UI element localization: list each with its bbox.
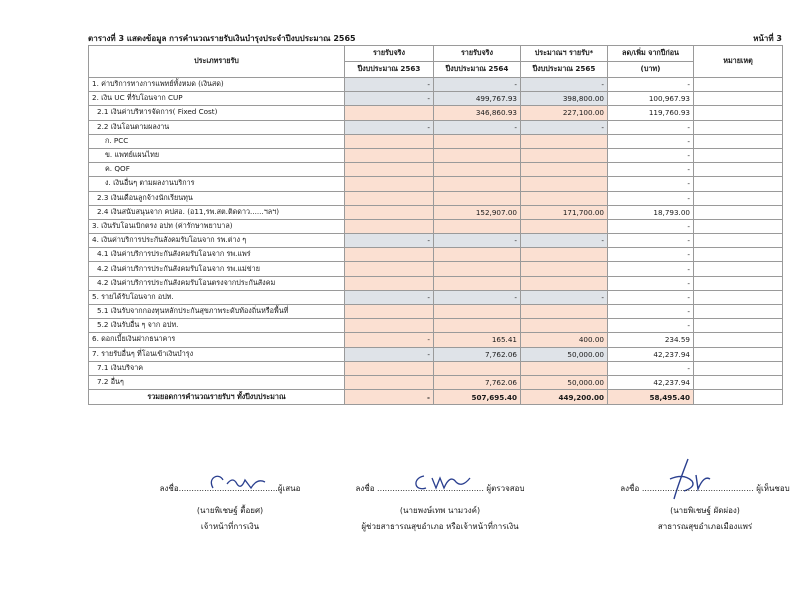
cell-2564: [434, 191, 521, 205]
cell-note: [694, 248, 783, 262]
cell-2564: -: [434, 78, 521, 92]
signer-name: (นายพิเชษฐ์ ผัดผ่อง): [670, 506, 740, 515]
cell-2565: -: [521, 78, 608, 92]
cell-2563: [345, 148, 434, 162]
cell-diff: -: [608, 319, 694, 333]
table-row: [89, 262, 783, 276]
cell-2565: [521, 305, 608, 319]
cell-2565: [521, 148, 608, 162]
cell-diff: 119,760.93: [608, 106, 694, 120]
cell-note: [694, 92, 783, 106]
cell-2565: [521, 276, 608, 290]
cell-2564: -: [434, 290, 521, 304]
row-label: 2.1 เงินค่าบริหารจัดการ( Fixed Cost): [89, 106, 345, 120]
row-label: 2. เงิน UC ที่รับโอนจาก CUP: [89, 92, 345, 106]
col-header-type: ประเภทรายรับ: [89, 46, 345, 78]
cell-2565: 50,000.00: [521, 347, 608, 361]
table-row: [89, 163, 783, 177]
table-body: [89, 78, 783, 405]
cell-2563: [345, 248, 434, 262]
cell-2564: [434, 177, 521, 191]
cell-note: [694, 120, 783, 134]
col-header-2565-line2: ปีงบประมาณ 2565: [521, 62, 608, 78]
cell-2563: -: [345, 333, 434, 347]
cell-2563: [345, 163, 434, 177]
table-row: [89, 134, 783, 148]
cell-2565: [521, 219, 608, 233]
cell-note: [694, 134, 783, 148]
table-row: [89, 347, 783, 361]
row-label: 4.1 เงินค่าบริการประกันสังคมรับโอนจาก รพ.แพร่: [89, 248, 345, 262]
cell-2563: [345, 219, 434, 233]
col-header-2563-line2: ปีงบประมาณ 2563: [345, 62, 434, 78]
cell-2563: [345, 205, 434, 219]
signature-line: ลงชื่อ.......................................ผู้เสนอ: [159, 484, 301, 493]
table-row: [89, 191, 783, 205]
cell-2564: 7,762.06: [434, 375, 521, 389]
cell-diff: 18,793.00: [608, 205, 694, 219]
table-row: [89, 106, 783, 120]
cell-note: [694, 106, 783, 120]
cell-2564: [434, 319, 521, 333]
row-label: 7.2 อื่นๆ: [89, 375, 345, 389]
cell-2564: [434, 219, 521, 233]
total-diff: 58,495.40: [608, 390, 694, 405]
table-row: [89, 120, 783, 134]
cell-2563: [345, 134, 434, 148]
signature-line: ลงชื่อ ............................................ ผู้เห็นชอบ: [620, 484, 790, 493]
signer-name: (นายพงษ์เทพ นามวงค์): [399, 506, 481, 515]
cell-diff: -: [608, 134, 694, 148]
row-label: 7. รายรับอื่นๆ ที่โอนเข้าเงินบำรุง: [89, 347, 345, 361]
table-row: [89, 361, 783, 375]
cell-2564: 499,767.93: [434, 92, 521, 106]
table-row: [89, 276, 783, 290]
cell-2565: -: [521, 120, 608, 134]
row-label: 4. เงินค่าบริการประกันสังคมรับโอนจาก รพ.ต่าง ๆ: [89, 234, 345, 248]
table-row: [89, 305, 783, 319]
table-header: [89, 46, 783, 78]
row-label: 5. รายได้รับโอนจาก อปท.: [89, 290, 345, 304]
cell-2565: [521, 319, 608, 333]
row-label: 6. ดอกเบี้ยเงินฝากธนาคาร: [89, 333, 345, 347]
table-title: ตารางที่ 3 แสดงข้อมูล การคำนวณรายรับเงินบำรุงประจำปีงบประมาณ 2565: [88, 34, 356, 43]
cell-2563: [345, 276, 434, 290]
table-row: [89, 333, 783, 347]
cell-note: [694, 219, 783, 233]
cell-note: [694, 205, 783, 219]
cell-2565: [521, 248, 608, 262]
cell-2564: [434, 305, 521, 319]
cell-2564: -: [434, 120, 521, 134]
cell-note: [694, 290, 783, 304]
table-row: [89, 234, 783, 248]
cell-2563: [345, 191, 434, 205]
cell-2565: [521, 163, 608, 177]
table-row: [89, 219, 783, 233]
cell-2563: -: [345, 234, 434, 248]
cell-2564: [434, 134, 521, 148]
col-header-2563-line1: รายรับจริง: [345, 46, 434, 62]
table-row: [89, 290, 783, 304]
cell-note: [694, 191, 783, 205]
cell-diff: -: [608, 78, 694, 92]
page-number: หน้าที่ 3: [753, 34, 782, 43]
table-row: [89, 92, 783, 106]
cell-diff: -: [608, 234, 694, 248]
cell-2565: 227,100.00: [521, 106, 608, 120]
cell-note: [694, 177, 783, 191]
cell-diff: -: [608, 120, 694, 134]
cell-2564: 7,762.06: [434, 347, 521, 361]
row-label: 5.2 เงินรับอื่น ๆ จาก อปท.: [89, 319, 345, 333]
row-label: 1. ค่าบริการทางการแพทย์ทั้งหมด (เงินสด): [89, 78, 345, 92]
cell-diff: -: [608, 148, 694, 162]
cell-2564: [434, 248, 521, 262]
signature-block-approver: [610, 482, 800, 533]
cell-2565: -: [521, 234, 608, 248]
cell-note: [694, 148, 783, 162]
cell-note: [694, 375, 783, 389]
row-label: 4.2 เงินค่าบริการประกันสังคมรับโอนจาก รพ.แม่ข่าย: [89, 262, 345, 276]
cell-note: [694, 163, 783, 177]
total-2563: -: [345, 390, 434, 405]
cell-2565: [521, 134, 608, 148]
cell-2565: [521, 177, 608, 191]
cell-2563: [345, 375, 434, 389]
cell-note: [694, 262, 783, 276]
cell-2565: 50,000.00: [521, 375, 608, 389]
cell-note: [694, 276, 783, 290]
signer-name: (นายพิเชษฐ์ ตื้อยศ): [196, 506, 264, 515]
col-header-diff-line2: (บาท): [608, 62, 694, 78]
row-label: 2.4 เงินสนับสนุนจาก คปสอ. (อ11,รพ.สต.ติดดาว......ฯลฯ): [89, 205, 345, 219]
row-label: ง. เงินอื่นๆ ตามผลงานบริการ: [89, 177, 345, 191]
cell-2565: [521, 262, 608, 276]
table-row: [89, 319, 783, 333]
income-table: [88, 45, 783, 405]
cell-diff: -: [608, 305, 694, 319]
cell-diff: -: [608, 361, 694, 375]
cell-2564: 165.41: [434, 333, 521, 347]
row-label: ก. PCC: [89, 134, 345, 148]
cell-note: [694, 234, 783, 248]
cell-diff: -: [608, 262, 694, 276]
row-label: 2.2 เงินโอนตามผลงาน: [89, 120, 345, 134]
cell-2563: -: [345, 92, 434, 106]
total-note: [694, 390, 783, 405]
signer-position: สาธารณสุขอำเภอเมืองแพร่: [657, 522, 753, 531]
col-header-2564-line2: ปีงบประมาณ 2564: [434, 62, 521, 78]
row-label: 5.1 เงินรับจากกองทุนหลักประกันสุขภาพระดับท้องถิ่นหรือพื้นที่: [89, 305, 345, 319]
cell-diff: -: [608, 219, 694, 233]
table-row: [89, 78, 783, 92]
cell-note: [694, 361, 783, 375]
table-row: [89, 177, 783, 191]
cell-2564: 152,907.00: [434, 205, 521, 219]
page-header: [88, 32, 782, 44]
cell-diff: 42,237.94: [608, 347, 694, 361]
cell-2565: [521, 361, 608, 375]
total-label: รวมยอดการคำนวณรายรับฯ ทั้งปีงบประมาณ: [89, 390, 345, 405]
col-header-2564-line1: รายรับจริง: [434, 46, 521, 62]
table-row: [89, 375, 783, 389]
cell-diff: 100,967.93: [608, 92, 694, 106]
cell-2563: -: [345, 78, 434, 92]
cell-diff: -: [608, 248, 694, 262]
col-header-diff-line1: ลด/เพิ่ม จากปีก่อน: [608, 46, 694, 62]
cell-2565: [521, 191, 608, 205]
cell-note: [694, 347, 783, 361]
cell-2564: [434, 361, 521, 375]
cell-note: [694, 333, 783, 347]
cell-2563: [345, 361, 434, 375]
cell-note: [694, 78, 783, 92]
total-row: [89, 390, 783, 405]
cell-2565: -: [521, 290, 608, 304]
cell-diff: -: [608, 191, 694, 205]
signer-position: เจ้าหน้าที่การเงิน: [200, 522, 260, 531]
col-header-2565-line1: ประมาณฯ รายรับ*: [521, 46, 608, 62]
cell-note: [694, 319, 783, 333]
cell-2563: [345, 106, 434, 120]
cell-2564: [434, 262, 521, 276]
table-row: [89, 248, 783, 262]
row-label: 2.3 เงินเดือนลูกจ้างนักเรียนทุน: [89, 191, 345, 205]
total-2564: 507,695.40: [434, 390, 521, 405]
row-label: 4.2 เงินค่าบริการประกันสังคมรับโอนตรงจากประกันสังคม: [89, 276, 345, 290]
row-label: ค. QOF: [89, 163, 345, 177]
signature-block-proposer: [150, 482, 310, 533]
cell-2565: 171,700.00: [521, 205, 608, 219]
cell-2563: [345, 319, 434, 333]
cell-2564: -: [434, 234, 521, 248]
cell-diff: -: [608, 163, 694, 177]
cell-2563: -: [345, 290, 434, 304]
cell-2563: [345, 262, 434, 276]
cell-diff: 234.59: [608, 333, 694, 347]
cell-diff: 42,237.94: [608, 375, 694, 389]
cell-2564: [434, 148, 521, 162]
cell-diff: -: [608, 276, 694, 290]
row-label: ข. แพทย์แผนไทย: [89, 148, 345, 162]
signature-block-reviewer: [340, 482, 540, 533]
table-row: [89, 148, 783, 162]
cell-2563: [345, 177, 434, 191]
table-row: [89, 205, 783, 219]
cell-2565: 398,800.00: [521, 92, 608, 106]
signature-line: ลงชื่อ .......................................... ผู้ตรวจสอบ: [355, 484, 525, 493]
col-header-note: หมายเหตุ: [694, 46, 783, 78]
cell-2564: 346,860.93: [434, 106, 521, 120]
cell-2564: [434, 163, 521, 177]
cell-2565: 400.00: [521, 333, 608, 347]
cell-2563: -: [345, 347, 434, 361]
cell-note: [694, 305, 783, 319]
cell-diff: -: [608, 290, 694, 304]
row-label: 3. เงินรับโอนเบิกตรง อปท (ค่ารักษาพยาบาล): [89, 219, 345, 233]
total-2565: 449,200.00: [521, 390, 608, 405]
cell-diff: -: [608, 177, 694, 191]
cell-2563: [345, 305, 434, 319]
cell-2563: -: [345, 120, 434, 134]
row-label: 7.1 เงินบริจาค: [89, 361, 345, 375]
cell-2564: [434, 276, 521, 290]
signer-position: ผู้ช่วยสาธารณสุขอำเภอ หรือเจ้าหน้าที่การเงิน: [361, 522, 519, 531]
